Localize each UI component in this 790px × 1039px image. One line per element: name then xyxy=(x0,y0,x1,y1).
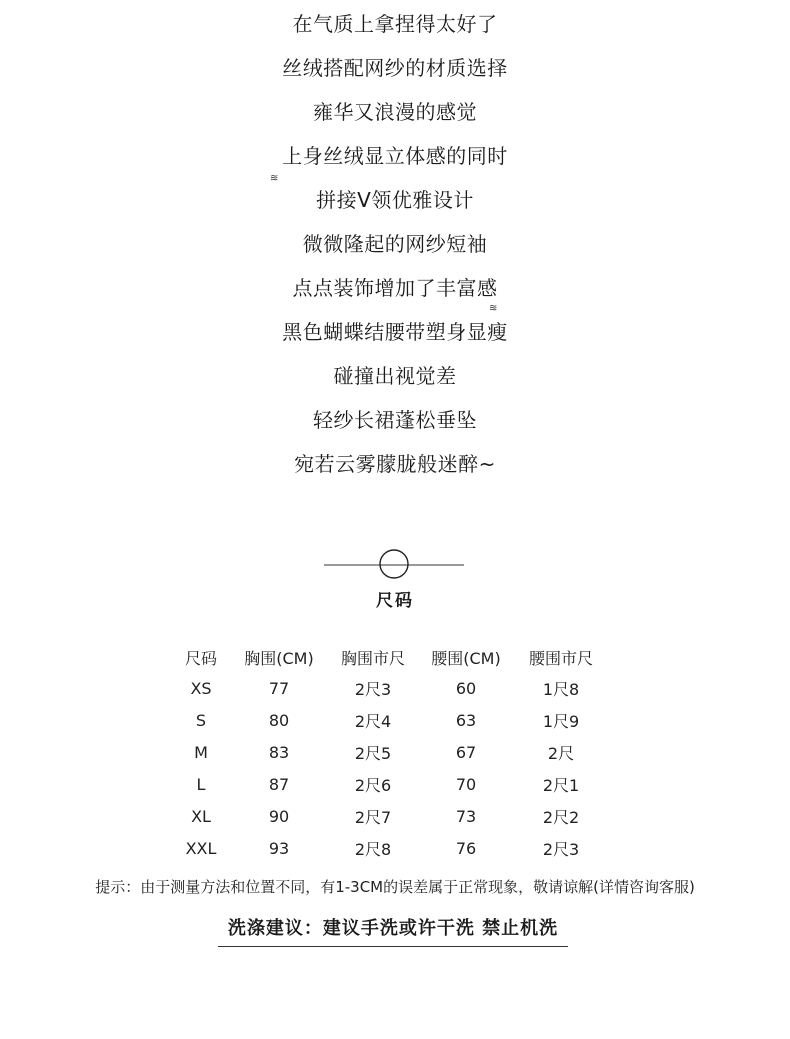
table-cell: 60 xyxy=(455,678,477,698)
description-line: 在气质上拿捏得太好了 xyxy=(292,12,498,36)
table-cell: 2尺7 xyxy=(354,807,392,827)
description-line: 轻纱长裙蓬松垂坠 xyxy=(313,408,477,432)
description-line: 上身丝绒显立体感的同时 xyxy=(282,144,508,168)
description-line: 碰撞出视觉差 xyxy=(333,364,457,388)
description-line: 微微隆起的网纱短袖 xyxy=(302,232,488,256)
description-line: 雍华又浪漫的感觉 xyxy=(313,100,477,124)
table-cell: XXL xyxy=(185,838,217,858)
table-cell: 76 xyxy=(455,838,477,858)
table-row xyxy=(170,736,610,768)
wave-decoration-icon: ≋ xyxy=(489,303,497,314)
size-section-title: 尺码 xyxy=(376,591,414,611)
table-cell: 2尺5 xyxy=(354,743,392,763)
size-table xyxy=(170,642,610,864)
table-header-cell: 胸围(CM) xyxy=(244,648,314,668)
table-row xyxy=(170,832,610,864)
table-cell: 1尺9 xyxy=(542,711,580,731)
description-line: 点点装饰增加了丰富感 xyxy=(292,276,498,300)
table-cell: 1尺8 xyxy=(542,679,580,699)
table-cell: 83 xyxy=(268,742,290,762)
table-header-row xyxy=(170,642,610,672)
table-row xyxy=(170,704,610,736)
description-line: 黑色蝴蝶结腰带塑身显瘦 xyxy=(282,320,508,344)
table-cell: 90 xyxy=(268,806,290,826)
table-cell: 2尺 xyxy=(547,743,575,763)
table-cell: 73 xyxy=(455,806,477,826)
table-cell: 67 xyxy=(455,742,477,762)
table-cell: L xyxy=(196,774,206,794)
table-cell: XL xyxy=(191,806,211,826)
table-cell: 87 xyxy=(268,774,290,794)
circle-divider-icon xyxy=(322,548,466,582)
table-header-cell: 尺码 xyxy=(184,648,217,668)
table-cell: 2尺3 xyxy=(354,679,392,699)
table-header-cell: 胸围市尺 xyxy=(340,648,405,668)
table-header-cell: 腰围(CM) xyxy=(431,648,501,668)
table-cell: S xyxy=(195,710,207,730)
table-cell: 77 xyxy=(268,678,290,698)
table-cell: 2尺4 xyxy=(354,711,392,731)
table-cell: 2尺8 xyxy=(354,839,392,859)
measurement-tip: 提示：由于测量方法和位置不同，有1-3CM的误差属于正常现象，敬请谅解(详情咨询客服) xyxy=(95,878,695,896)
table-row xyxy=(170,768,610,800)
table-cell: 93 xyxy=(268,838,290,858)
table-cell: 2尺6 xyxy=(354,775,392,795)
wave-decoration-icon: ≋ xyxy=(270,173,278,184)
table-row xyxy=(170,672,610,704)
description-line: 宛若云雾朦胧般迷醉~ xyxy=(294,452,496,476)
table-header-cell: 腰围市尺 xyxy=(528,648,593,668)
description-line: 拼接V领优雅设计 xyxy=(316,188,474,212)
table-cell: 70 xyxy=(455,774,477,794)
table-cell: M xyxy=(194,742,208,762)
table-cell: 80 xyxy=(268,710,290,730)
table-cell: XS xyxy=(190,678,212,698)
table-cell: 2尺2 xyxy=(542,807,580,827)
table-cell: 2尺1 xyxy=(542,775,580,795)
table-cell: 2尺3 xyxy=(542,839,580,859)
table-cell: 63 xyxy=(455,710,477,730)
washing-advice: 洗涤建议：建议手洗或许干洗 禁止机洗 xyxy=(218,914,568,947)
description-line: 丝绒搭配网纱的材质选择 xyxy=(282,56,508,80)
table-row xyxy=(170,800,610,832)
